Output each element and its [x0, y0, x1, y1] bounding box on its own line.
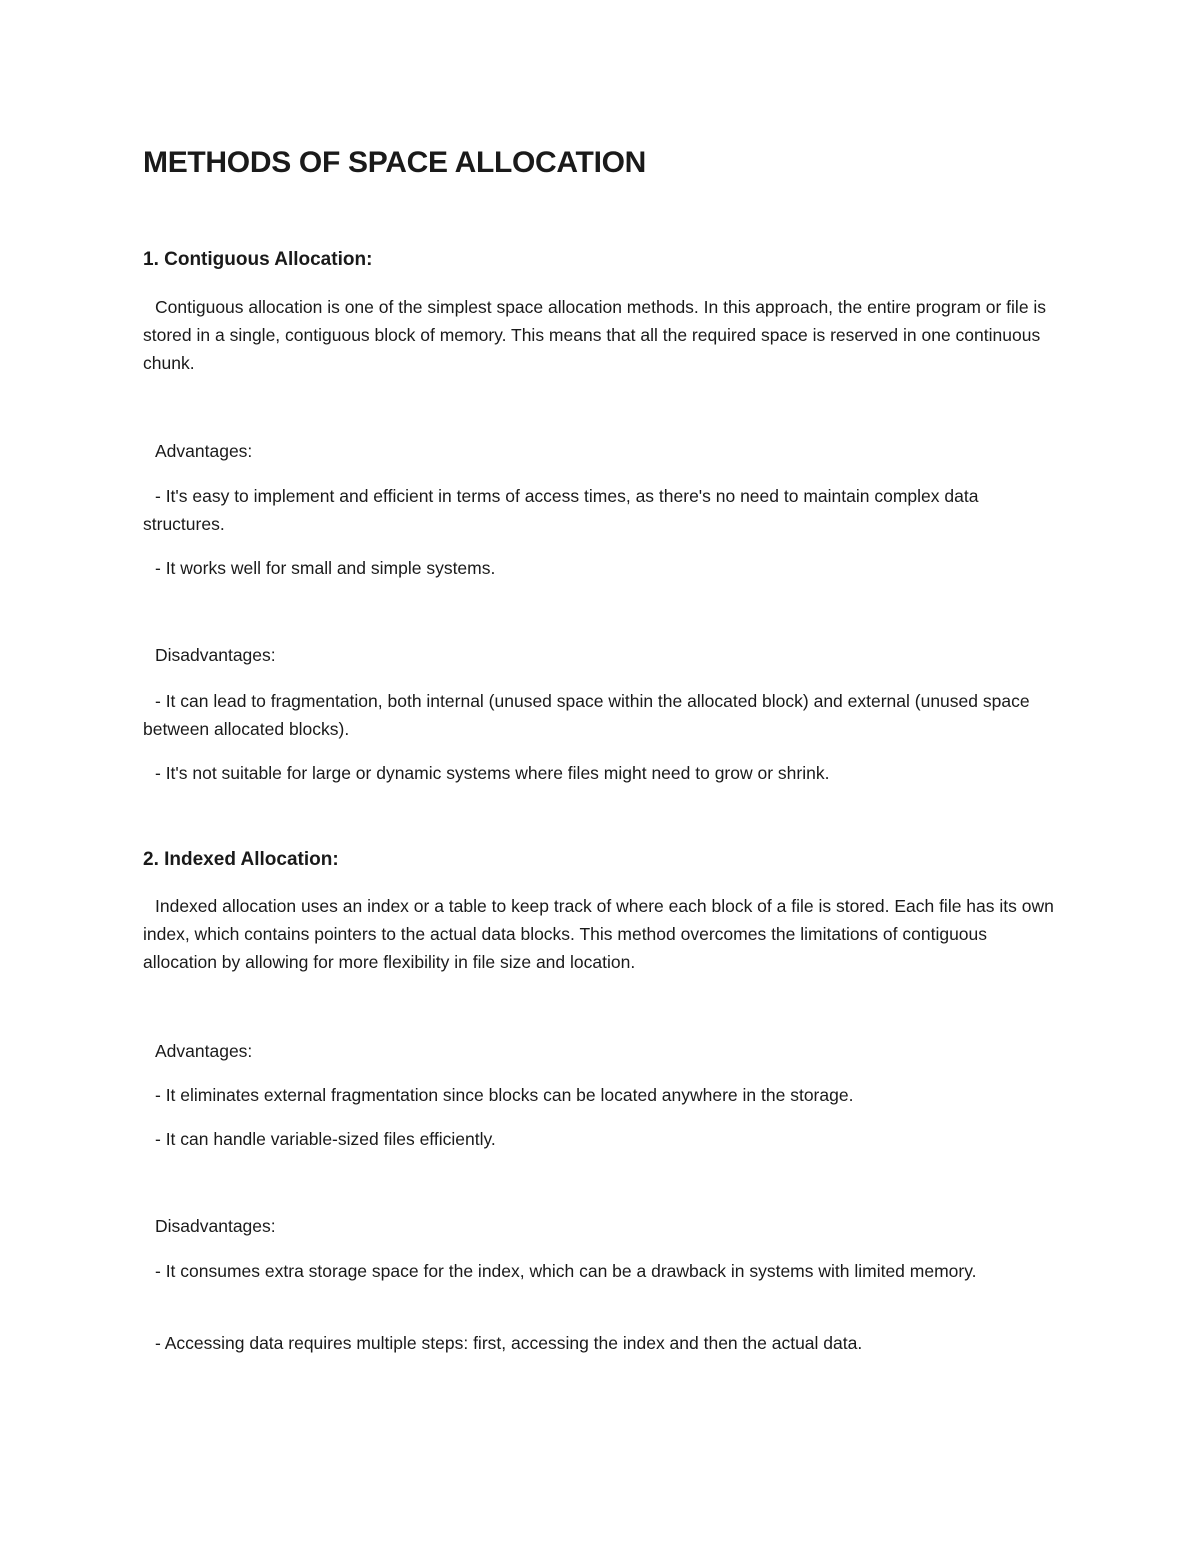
list-item: - It consumes extra storage space for the index, which can be a drawback in systems with limited memory. — [155, 1261, 977, 1281]
section-description-indexed: Indexed allocation uses an index or a table to keep track of where each block of a file is stored. Each file has its own index, which contains pointers to the actual data blocks. This method overcomes the limitations of contiguous allocation by allowing for more flexibility in file size and location. — [143, 896, 1054, 972]
list-item: - It eliminates external fragmentation since blocks can be located anywhere in the storage. — [155, 1085, 854, 1105]
section-heading-indexed: 2. Indexed Allocation: — [143, 849, 339, 870]
list-item: - It can lead to fragmentation, both internal (unused space within the allocated block) and external (unused space between allocated blocks). — [143, 691, 1030, 739]
disadvantages-label-indexed: Disadvantages: — [155, 1216, 276, 1236]
section-description-contiguous: Contiguous allocation is one of the simplest space allocation methods. In this approach, the entire program or file is stored in a single, contiguous block of memory. This means that all the required space is reserved in one continuous chunk. — [143, 297, 1047, 373]
disadvantages-label-contiguous: Disadvantages: — [155, 645, 276, 665]
advantages-label-contiguous: Advantages: — [155, 441, 253, 461]
list-item: - Accessing data requires multiple steps: first, accessing the index and then the actual data. — [155, 1333, 863, 1353]
advantages-label-indexed: Advantages: — [155, 1041, 253, 1061]
list-item: - It's easy to implement and efficient in terms of access times, as there's no need to maintain complex data structures. — [143, 486, 979, 534]
list-item: - It's not suitable for large or dynamic systems where files might need to grow or shrink. — [155, 763, 830, 783]
page-title: METHODS OF SPACE ALLOCATION — [143, 146, 646, 179]
section-heading-contiguous: 1. Contiguous Allocation: — [143, 249, 373, 270]
list-item: - It works well for small and simple systems. — [155, 558, 496, 578]
list-item: - It can handle variable-sized files efficiently. — [155, 1129, 496, 1149]
